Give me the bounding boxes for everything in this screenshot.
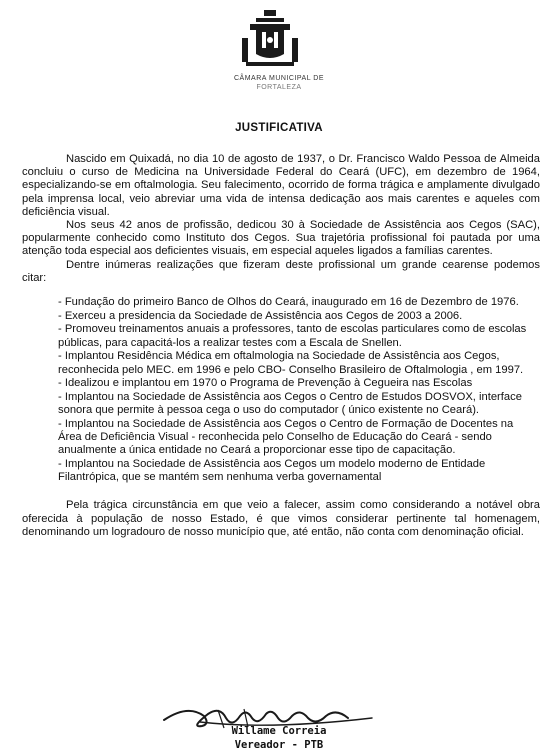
list-item: - Fundação do primeiro Banco de Olhos do Ceará, inaugurado em 16 de Dezembro de 1976.: [58, 296, 519, 309]
institution-name: CÂMARA MUNICIPAL DE: [233, 75, 324, 82]
list-item: - Promoveu treinamentos anuais a professores, tanto de escolas particulares como de escolas públicas, para capacitá-los a realizar testes com a Escala de Snellen.: [58, 323, 527, 349]
list-item: - Implantou Residência Médica em oftalmologia na Sociedade de Assistência aos Cegos, reconhecida pelo MEC. em 1996 e pelo CBO- Conselho Brasileiro de Oftalmologia , em 1997.: [58, 350, 524, 376]
list-item: - Implantou na Sociedade de Assistência aos Cegos o Centro de Estudos DOSVOX, interface sonora que permite à pessoa cega o uso do computador ( único existente no Ceará).: [58, 390, 522, 417]
signer-name: Willame Correia: [231, 725, 327, 737]
list-item: - Implantou na Sociedade de Assistência aos Cegos o Centro de Formação de Docentes na Área de Deficiência Visual - reconhecida pelo Conselho de Educação do Ceará - sendo anualmente a única entidade no Ceará a proporcionar esse tipo de capacitação.: [58, 417, 514, 457]
list-item: - Exerceu a presidencia da Sociedade de Assistência aos Cegos de 2003 a 2006.: [58, 309, 463, 322]
municipal-chamber-emblem-icon: [236, 8, 304, 74]
signer-role: Vereador - PTB: [234, 739, 324, 751]
document-body: [22, 153, 540, 539]
institution-city: FORTALEZA: [256, 84, 302, 91]
paragraph-intro-list: Dentre inúmeras realizações que fizeram deste profissional um grande cearense podemos citar:: [22, 258, 540, 284]
paragraph-closing: Pela trágica circunstância em que veio a falecer, assim como considerando a notável obra oferecida à população de nosso Estado, é que vimos considerar pertinente tal homenagem, denominando um logradouro de nosso município que, até então, não conta com denominação oficial.: [22, 499, 540, 538]
paragraph-career: Nos seus 42 anos de profissão, dedicou 30 à Sociedade de Assistência aos Cegos (SAC), popularmente conhecido como Instituto dos Cegos. Sua trajetória profissional foi pautada por uma atenção toda especial aos deficientes visuais, em especial aqueles ligados a famílias carentes.: [22, 219, 540, 258]
paragraph-biography: Nascido em Quixadá, no dia 10 de agosto de 1937, o Dr. Francisco Waldo Pessoa de Almeida concluiu o curso de Medicina na Universidade Federal do Ceará (UFC), em dezembro de 1964, especializando-se em oftalmologia. Seu falecimento, ocorrido de forma trágica e amplamente divulgado pela imprensa local, veio abreviar uma vida de intensa dedicação aos mais carentes e aqueles com deficiência visual.: [22, 153, 540, 218]
document-title: JUSTIFICATIVA: [235, 122, 323, 134]
list-item: - Idealizou e implantou em 1970 o Programa de Prevenção à Cegueira nas Escolas: [58, 377, 473, 390]
achievements-list: [22, 296, 528, 484]
list-item: - Implantou na Sociedade de Assistência aos Cegos um modelo moderno de Entidade Filantrópica, que se mantém sem nenhuma verba governamental: [58, 457, 486, 484]
